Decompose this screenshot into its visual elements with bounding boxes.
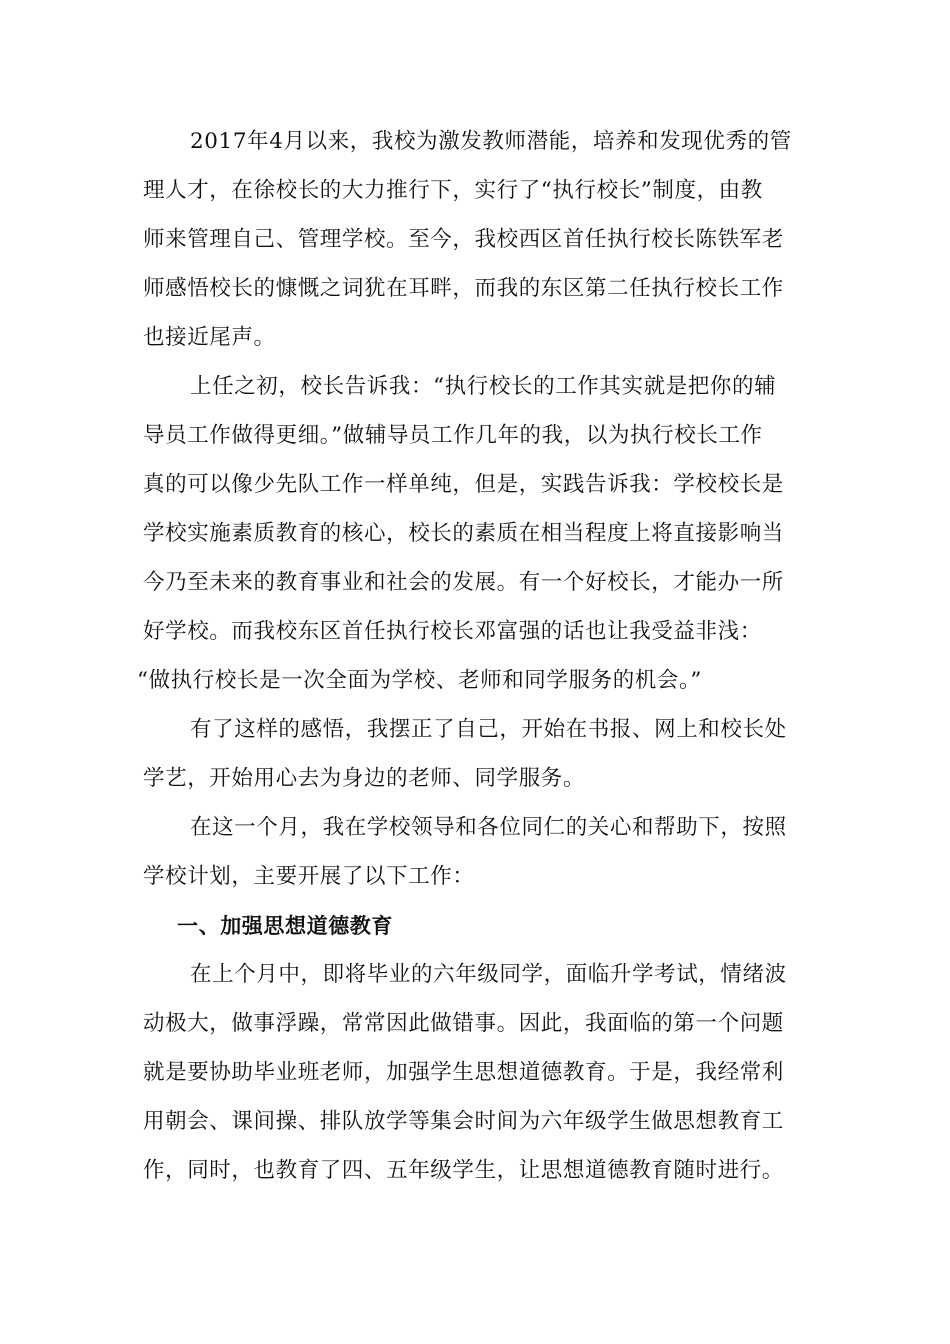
- paragraph-5-line-4: 用朝会、课间操、排队放学等集会时间为六年级学生做思想教育工: [143, 1109, 784, 1134]
- paragraph-2-line-1: 上任之初，校长告诉我：“执行校长的工作其实就是把你的辅: [190, 374, 777, 399]
- paragraph-1-line-2: 理人才，在徐校长的大力推行下，实行了“执行校长”制度，由教: [143, 178, 763, 203]
- paragraph-5-line-5: 作，同时，也教育了四、五年级学生，让思想道德教育随时进行。: [143, 1158, 784, 1183]
- paragraph-1-line-3: 师来管理自己、管理学校。至今，我校西区首任执行校长陈铁军老: [143, 227, 784, 252]
- paragraph-3-line-1: 有了这样的感悟，我摆正了自己，开始在书报、网上和校长处: [190, 717, 787, 742]
- paragraph-2-line-5: 今乃至未来的教育事业和社会的发展。有一个好校长，才能办一所: [143, 570, 784, 595]
- paragraph-5-line-2: 动极大，做事浮躁，常常因此做错事。因此，我面临的第一个问题: [143, 1011, 784, 1036]
- paragraph-4-line-2: 学校计划，主要开展了以下工作：: [143, 864, 475, 889]
- paragraph-2-line-3: 真的可以像少先队工作一样单纯，但是，实践告诉我：学校校长是: [143, 472, 784, 497]
- paragraph-2-line-7: “做执行校长是一次全面为学校、老师和同学服务的机会。”: [137, 668, 702, 693]
- paragraph-2-line-6: 好学校。而我校东区首任执行校长邓富强的话也让我受益非浅：: [143, 619, 762, 644]
- paragraph-1-line-4: 师感悟校长的慷慨之词犹在耳畔，而我的东区第二任执行校长工作: [143, 276, 784, 301]
- paragraph-2-line-4: 学校实施素质教育的核心，校长的素质在相当程度上将直接影响当: [143, 521, 784, 546]
- section-heading: 一、加强思想道德教育: [177, 914, 393, 938]
- paragraph-5-line-1: 在上个月中，即将毕业的六年级同学，面临升学考试，情绪波: [190, 962, 787, 987]
- paragraph-1-line-1: 2017年4月以来，我校为激发教师潜能，培养和发现优秀的管: [190, 129, 792, 154]
- paragraph-4-line-1: 在这一个月，我在学校领导和各位同仁的关心和帮助下，按照: [190, 815, 787, 840]
- paragraph-3-line-2: 学艺，开始用心去为身边的老师、同学服务。: [143, 766, 586, 791]
- paragraph-1-line-5: 也接近尾声。: [143, 325, 276, 350]
- paragraph-2-line-2: 导员工作做得更细。”做辅导员工作几年的我，以为执行校长工作: [143, 423, 763, 448]
- paragraph-5-line-3: 就是要协助毕业班老师，加强学生思想道德教育。于是，我经常利: [143, 1060, 784, 1085]
